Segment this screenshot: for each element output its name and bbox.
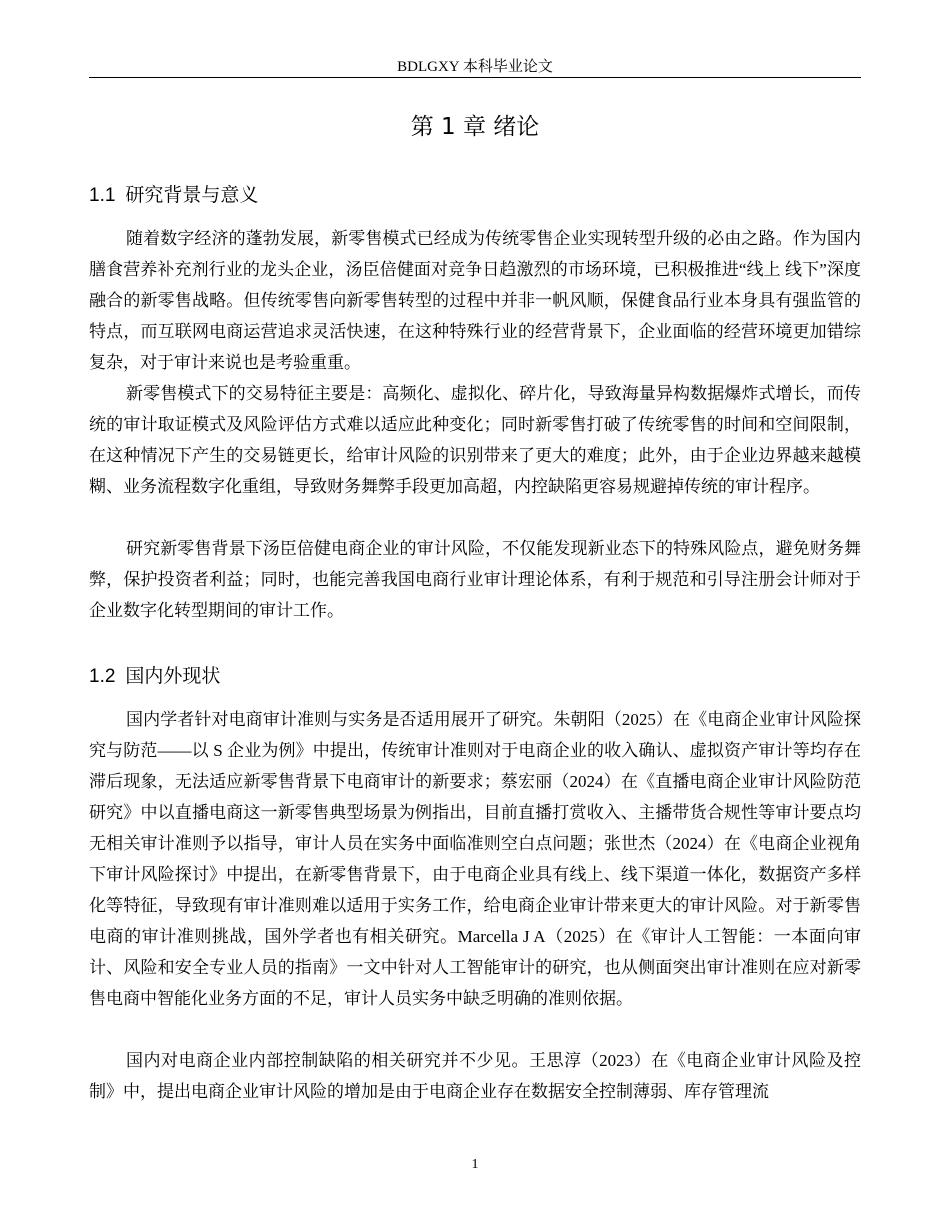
paragraph: 新零售模式下的交易特征主要是：高频化、虚拟化、碎片化，导致海量异构数据爆炸式增长，而传统的审计取证模式及风险评估方式难以适应此种变化；同时新零售打破了传统零售的时间和空间限制，在这种情况下产生的交易链更长，给审计风险的识别带来了更大的难度；此外，由于企业边界越来越模糊、业务流程数字化重组，导致财务舞弊手段更加高超，内控缺陷更容易规避掉传统的审计程序。 — [89, 384, 861, 496]
header-rule — [89, 77, 861, 78]
section-heading-1-1 — [89, 181, 861, 210]
page-number: 1 — [471, 1157, 479, 1172]
paragraph: 研究新零售背景下汤臣倍健电商企业的审计风险，不仅能发现新业态下的特殊风险点，避免财务舞弊，保护投资者利益；同时，也能完善我国电商行业审计理论体系，有利于规范和引导注册会计师对于企业数字化转型期间的审计工作。 — [89, 539, 861, 620]
section-title-text: 国内外现状 — [125, 665, 221, 687]
paragraph: 随着数字经济的蓬勃发展，新零售模式已经成为传统零售企业实现转型升级的必由之路。作为国内膳食营养补充剂行业的龙头企业，汤臣倍健面对竞争日趋激烈的市场环境，已积极推进“线上 线下”深度融合的新零售战略。但传统零售向新零售转型的过程中并非一帆风顺，保健食品行业本身具有强监管的特点，而互联网电商运营追求灵活快速，在这种特殊行业的经营背景下，企业面临的经营环境更加错综复杂，对于审计来说也是考验重重。 — [89, 229, 861, 372]
section-heading-1-2 — [89, 662, 861, 691]
section-number: 1.2 — [89, 666, 116, 687]
paragraph: 国内学者针对电商审计准则与实务是否适用展开了研究。朱朝阳（2025）在《电商企业审计风险探究与防范——以 S 企业为例》中提出，传统审计准则对于电商企业的收入确认、虚拟资产审计等均存在滞后现象，无法适应新零售背景下电商审计的新要求；蔡宏丽（2024）在《直播电商企业审计风险防范研究》中以直播电商这一新零售典型场景为例指出，目前直播打赏收入、主播带货合规性等审计要点均无相关审计准则予以指导，审计人员在实务中面临准则空白点问题；张世杰（2024）在《电商企业视角下审计风险探讨》中提出，在新零售背景下，由于电商企业具有线上、线下渠道一体化，数据资产多样化等特征，导致现有审计准则难以适用于实务工作，给电商企业审计带来更大的审计风险。对于新零售电商的审计准则挑战，国外学者也有相关研究。Marcella J A（2025）在《审计人工智能：一本面向审计、风险和安全专业人员的指南》一文中针对人工智能审计的研究，也从侧面突出审计准则在应对新零售电商中智能化业务方面的不足，审计人员实务中缺乏明确的准则依据。 — [89, 710, 861, 1008]
section-number: 1.1 — [89, 185, 116, 206]
running-header: BDLGXY 本科毕业论文 — [397, 59, 553, 75]
chapter-title: 第 1 章 绪论 — [410, 114, 540, 140]
section-title-text: 研究背景与意义 — [125, 184, 259, 206]
paragraph: 国内对电商企业内部控制缺陷的相关研究并不少见。王思淳（2023）在《电商企业审计风险及控制》中，提出电商企业审计风险的增加是由于电商企业存在数据安全控制薄弱、库存管理流 — [89, 1051, 861, 1101]
